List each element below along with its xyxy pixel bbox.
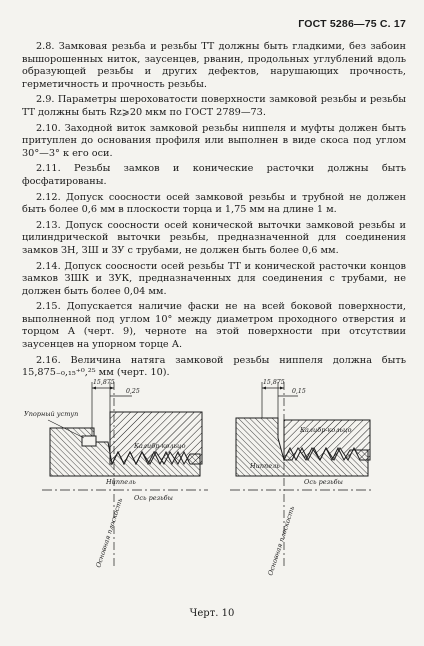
left-dim-arrow: [92, 387, 96, 390]
left-label-stop: Упорный уступ: [24, 410, 79, 418]
right-dim-gap: 0,15: [292, 388, 306, 395]
paragraph-2-16: 2.16. Величина натяга замковой резьбы ниппеля должна быть 15,875₋₀,₁₅⁺⁰,²⁵ мм (черт. 10).: [22, 354, 406, 379]
right-label-ring: Калибр-кольцо: [300, 426, 352, 434]
right-label-plane: Основная плоскость: [266, 505, 297, 577]
paragraph-2-15: 2.15. Допускается наличие фаски не на всей боковой поверхности, выполненной под углом 10° между диаметром проходного отверстия и торцом А (черт. 9), черноте на этой поверхности при отсутствии заусенцев на упорном торце А.: [22, 301, 406, 351]
running-head: ГОСТ 5286—75 С. 17: [298, 18, 406, 30]
paragraph-2-12: 2.12. Допуск соосности осей замковой резьбы и трубной не должен быть более 0,6 мм в плоскости торца и 1,75 мм на длине 1 м.: [22, 191, 406, 216]
left-stop-shoulder: [82, 436, 96, 446]
right-label-axis: Ось резьбы: [304, 478, 343, 486]
right-label-nipple: Ниппель: [250, 462, 280, 470]
left-dim-arrow: [110, 387, 114, 390]
right-dim-total: 15,875: [263, 379, 285, 386]
body-text: [22, 41, 406, 383]
figure-10: [22, 372, 406, 582]
thread-gauge-drawing: [22, 372, 406, 582]
left-label-plane: Основная плоскость: [94, 497, 125, 569]
left-dim-total: 15,875: [93, 379, 115, 386]
paragraph-2-8: 2.8. Замковая резьба и резьбы ТТ должны быть гладкими, без забоин вышорошенных ниток, заусенцев, рванин, продольных углублений вдоль образующей резьбы и других дефектов, нарушающих прочность, герметичность и прочность резьбы.: [22, 41, 406, 90]
left-diagram: [24, 379, 208, 569]
left-label-ring: Калибр-кольцо: [134, 442, 186, 450]
figure-caption: Черт. 10: [189, 608, 235, 619]
paragraph-2-13: 2.13. Допуск соосности осей конической выточки замковой резьбы и цилиндрической выточки резьбы, предназначенной для соединения замков ЗН, ЗШ и ЗУ с трубами, не должен быть более 0,6 мм.: [22, 219, 406, 256]
right-dim-arrow: [262, 387, 266, 390]
left-dim-gap: 0,25: [126, 388, 140, 395]
left-label-axis: Ось резьбы: [134, 494, 173, 502]
right-diagram: [230, 379, 374, 577]
paragraph-2-9: 2.9. Параметры шероховатости поверхности замковой резьбы и резьбы ТТ должны быть Rz⩾20 мкм по ГОСТ 2789—73.: [22, 94, 406, 118]
paragraph-2-10: 2.10. Заходной виток замковой резьбы ниппеля и муфты должен быть притуплен до основания профиля или выполнен в виде скоса под углом 30°—3° к его оси.: [22, 122, 406, 159]
left-label-nipple: Ниппель: [106, 478, 136, 486]
paragraph-2-11: 2.11. Резьбы замков и конические расточки должны быть фосфатированы.: [22, 163, 406, 187]
right-dim-arrow: [280, 387, 284, 390]
paragraph-2-14: 2.14. Допуск соосности осей резьбы ТТ и конической расточки концов замков ЗШК и ЗУК, предназначенных для соединения с трубами, не должен быть более 0,04 мм.: [22, 260, 406, 297]
